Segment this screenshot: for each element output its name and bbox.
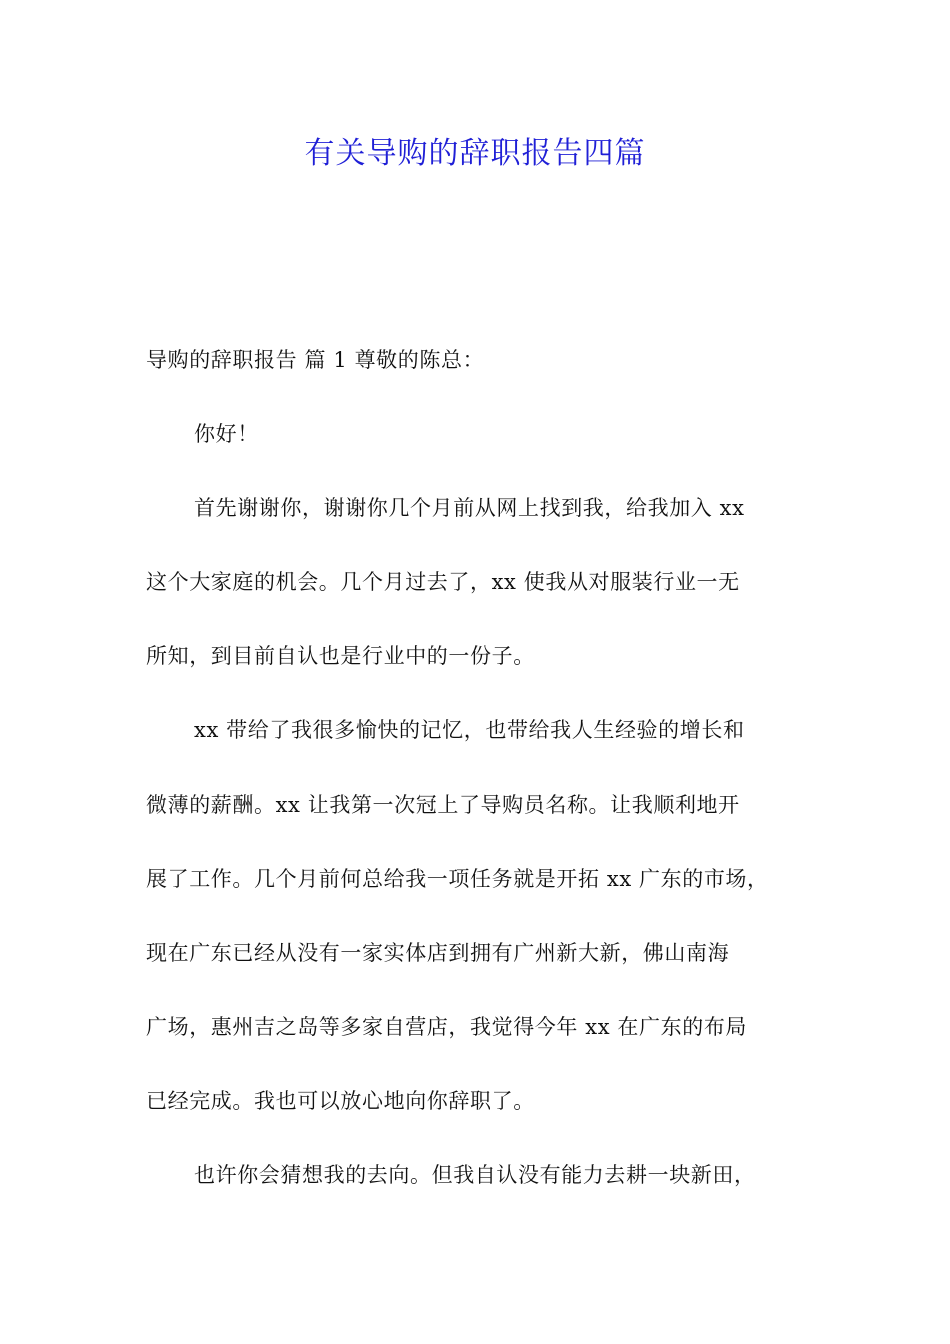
paragraph-line: 现在广东已经从没有一家实体店到拥有广州新大新，佛山南海 — [146, 940, 730, 965]
document-body — [146, 334, 818, 1223]
salutation-line: 导购的辞职报告 篇 1 尊敬的陈总： — [146, 348, 485, 372]
paragraph-line: 这个大家庭的机会。几个月过去了，xx 使我从对服装行业一无 — [146, 570, 740, 595]
paragraph-line: xx 带给了我很多愉快的记忆，也带给我人生经验的增长和 — [194, 718, 745, 743]
paragraph-line: 首先谢谢你，谢谢你几个月前从网上找到我，给我加入 xx — [194, 496, 745, 521]
paragraph-line: 广场，惠州吉之岛等多家自营店，我觉得今年 xx 在广东的布局 — [146, 1014, 748, 1039]
paragraph-line: 所知，到目前自认也是行业中的一份子。 — [146, 644, 535, 669]
paragraph-line: 展了工作。几个月前何总给我一项任务就是开拓 xx 广东的市场， — [146, 866, 769, 891]
greeting-line: 你好！ — [194, 422, 259, 447]
paragraph-line: 也许你会猜想我的去向。但我自认没有能力去耕一块新田， — [194, 1163, 756, 1188]
paragraph-line: 已经完成。我也可以放心地向你辞职了。 — [146, 1088, 535, 1113]
paragraph-line: 微薄的薪酬。xx 让我第一次冠上了导购员名称。让我顺利地开 — [146, 792, 740, 817]
document-title: 有关导购的辞职报告四篇 — [304, 136, 646, 171]
